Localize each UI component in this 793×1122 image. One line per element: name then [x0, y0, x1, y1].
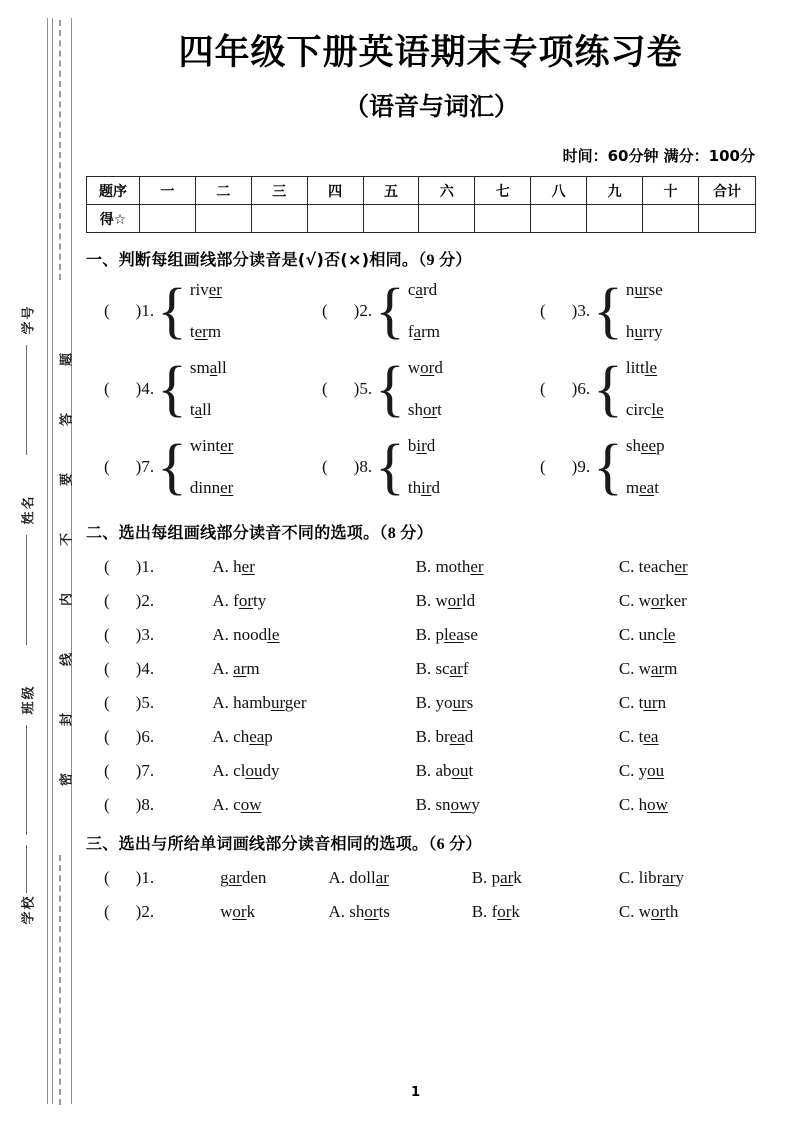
brace-word-pair: [626, 279, 663, 343]
section-2-option-b[interactable]: [416, 625, 619, 645]
word-top: bird: [407, 436, 436, 456]
seal-word-6: 答: [59, 413, 75, 427]
word-bottom: term: [189, 322, 222, 342]
word-bottom: meat: [625, 478, 659, 498]
word-top: small: [189, 358, 227, 378]
section-2-option-b[interactable]: [416, 727, 619, 747]
section-2-q2-answer-blank[interactable]: ( )2.: [104, 591, 155, 611]
seal-dashed-line-bottom: [59, 855, 63, 1105]
option-word: please: [435, 625, 478, 645]
option-tag: C.: [618, 761, 639, 781]
section-2-question-row: [78, 727, 793, 747]
seal-dashed-line-top: [59, 20, 63, 280]
field-line-school: [26, 845, 27, 893]
section-2-option-a[interactable]: [212, 625, 415, 645]
option-word: worker: [638, 591, 687, 611]
section-2-q3-answer-blank[interactable]: ( )3.: [104, 625, 155, 645]
section-1-points: （9 分）: [418, 252, 472, 270]
score-cell-9[interactable]: [587, 205, 643, 233]
section-2-question-row: [78, 693, 793, 713]
option-word: snowy: [435, 795, 480, 815]
score-table-header-row: [87, 177, 756, 205]
section-2-option-b[interactable]: [416, 693, 619, 713]
section-3-q2-answer-blank[interactable]: ( )2.: [104, 902, 155, 922]
section-2-q1-answer-blank[interactable]: ( )1.: [104, 557, 155, 577]
section-3-heading: [86, 831, 793, 854]
option-tag: C.: [618, 591, 639, 611]
score-table-col-4: 四: [307, 177, 363, 205]
section-1-q6-answer-blank[interactable]: ( )6.: [540, 379, 591, 399]
section-1-item: [104, 352, 322, 426]
score-table-col-6: 六: [419, 177, 475, 205]
word-top: word: [407, 358, 443, 378]
score-cell-4[interactable]: [307, 205, 363, 233]
section-2-heading: [86, 520, 793, 543]
option-word: turn: [638, 693, 667, 713]
section-2-points: （8 分）: [379, 525, 433, 543]
brace-word-pair: [408, 357, 443, 421]
given-word: garden: [220, 868, 267, 888]
section-2-q5-answer-blank[interactable]: ( )5.: [104, 693, 155, 713]
section-1-heading: [86, 247, 793, 270]
seal-word-2: 线: [59, 653, 75, 667]
score-table-col-8: 八: [531, 177, 587, 205]
score-cell-2[interactable]: [195, 205, 251, 233]
option-tag: A.: [212, 557, 234, 577]
option-tag: B.: [415, 625, 436, 645]
seal-word-4: 不: [59, 533, 75, 547]
brace-icon: {: [375, 277, 405, 345]
section-3-option-b[interactable]: [472, 902, 619, 922]
word-bottom: short: [407, 400, 442, 420]
score-cell-total[interactable]: [699, 205, 756, 233]
seal-rule-left: [47, 18, 48, 1104]
exam-sheet: [78, 0, 793, 1122]
option-tag: B.: [415, 693, 436, 713]
option-tag: A.: [212, 761, 234, 781]
section-2-question-row: [78, 625, 793, 645]
score-table-col-5: 五: [363, 177, 419, 205]
section-2-option-c[interactable]: [619, 693, 793, 713]
option-word: you: [638, 761, 665, 781]
option-tag: B.: [415, 761, 436, 781]
brace-icon: {: [157, 355, 187, 423]
seal-binding-strip: [0, 0, 78, 1122]
section-3-question-row: [78, 868, 793, 888]
score-table-col-2: 二: [195, 177, 251, 205]
section-1-item: [104, 430, 322, 504]
section-2-option-a[interactable]: [212, 761, 415, 781]
option-word: noodle: [233, 625, 280, 645]
section-3-points: （6 分）: [428, 836, 482, 854]
option-word: cheap: [233, 727, 273, 747]
option-word: forty: [233, 591, 267, 611]
section-1-row: [78, 430, 793, 504]
option-tag: A.: [212, 659, 234, 679]
option-tag: A.: [212, 693, 234, 713]
section-2-question-row: [78, 795, 793, 815]
section-3-option-a[interactable]: [329, 902, 472, 922]
section-2-option-b[interactable]: [416, 659, 619, 679]
section-3-q1-answer-blank[interactable]: ( )1.: [104, 868, 155, 888]
score-cell-3[interactable]: [251, 205, 307, 233]
option-word: hamburger: [233, 693, 307, 713]
brace-word-pair: [408, 279, 440, 343]
section-2-q7-answer-blank[interactable]: ( )7.: [104, 761, 155, 781]
section-2-option-c[interactable]: [619, 659, 793, 679]
section-1-q5-answer-blank[interactable]: ( )5.: [322, 379, 373, 399]
option-tag: B.: [415, 659, 436, 679]
word-bottom: circle: [625, 400, 664, 420]
section-2-option-c[interactable]: [619, 727, 793, 747]
option-tag: B.: [471, 868, 492, 888]
word-bottom: farm: [407, 322, 440, 342]
seal-rule-mid: [52, 18, 53, 1104]
section-3-option-b[interactable]: [472, 868, 619, 888]
field-line-name: [26, 535, 27, 645]
title-block: [78, 0, 793, 166]
word-top: little: [625, 358, 658, 378]
seal-word-3: 内: [59, 593, 75, 607]
option-word: fork: [491, 902, 520, 922]
section-2-option-b[interactable]: [416, 557, 619, 577]
section-1-row: [78, 352, 793, 426]
section-1-q3-answer-blank[interactable]: ( )3.: [540, 301, 591, 321]
score-cell-5[interactable]: [363, 205, 419, 233]
option-tag: B.: [415, 591, 436, 611]
word-bottom: dinner: [189, 478, 234, 498]
word-top: winter: [189, 436, 234, 456]
section-3-option-c[interactable]: [619, 902, 793, 922]
word-top: river: [189, 280, 222, 300]
option-word: cloudy: [233, 761, 280, 781]
option-tag: B.: [471, 902, 492, 922]
brace-word-pair: [190, 435, 233, 499]
section-3-question-row: [78, 902, 793, 922]
section-2-option-c[interactable]: [619, 761, 793, 781]
section-2-option-b[interactable]: [416, 591, 619, 611]
section-2-option-a[interactable]: [212, 693, 415, 713]
brace-word-pair: [626, 435, 665, 499]
page-subtitle: （语音与词汇）: [343, 92, 519, 122]
word-bottom: tall: [189, 400, 212, 420]
option-word: park: [491, 868, 522, 888]
brace-word-pair: [190, 357, 227, 421]
option-tag: C.: [618, 659, 639, 679]
brace-icon: {: [593, 355, 623, 423]
option-word: scarf: [435, 659, 469, 679]
option-word: arm: [233, 659, 260, 679]
option-tag: A.: [212, 795, 234, 815]
section-2-option-a[interactable]: [212, 795, 415, 815]
option-tag: B.: [415, 795, 436, 815]
brace-icon: {: [375, 355, 405, 423]
option-word: teacher: [638, 557, 688, 577]
brace-word-pair: [626, 357, 664, 421]
score-cell-8[interactable]: [531, 205, 587, 233]
score-table-col-1: 一: [140, 177, 196, 205]
section-3-given-word: [220, 868, 328, 888]
option-tag: C.: [618, 727, 639, 747]
exam-meta-info: 时间：60分钟 满分：100分: [562, 147, 755, 166]
section-3-option-a[interactable]: [329, 868, 472, 888]
section-3-body: [78, 868, 793, 922]
section-2-question-row: [78, 557, 793, 577]
seal-rule-right: [71, 18, 72, 1104]
section-2-option-b[interactable]: [416, 761, 619, 781]
brace-icon: {: [157, 277, 187, 345]
section-2-option-a[interactable]: [212, 591, 415, 611]
section-1-item: [104, 274, 322, 348]
score-cell-1[interactable]: [140, 205, 196, 233]
field-line-class: [26, 725, 27, 835]
section-2-option-b[interactable]: [416, 795, 619, 815]
section-1-item: [540, 352, 758, 426]
option-word: about: [435, 761, 474, 781]
score-cell-7[interactable]: [475, 205, 531, 233]
section-1-q9-answer-blank[interactable]: ( )9.: [540, 457, 591, 477]
option-word: yours: [435, 693, 474, 713]
given-word: work: [220, 902, 256, 922]
score-table: [86, 176, 756, 233]
section-1-q1-answer-blank[interactable]: ( )1.: [104, 301, 155, 321]
option-tag: C.: [618, 693, 639, 713]
option-tag: A.: [328, 868, 350, 888]
score-table-col-7: 七: [475, 177, 531, 205]
section-2-heading-text: 二、选出每组画线部分读音不同的选项。: [86, 523, 380, 543]
option-word: library: [638, 868, 684, 888]
seal-word-7: 题: [59, 353, 75, 367]
section-2-option-c[interactable]: [619, 795, 793, 815]
brace-icon: {: [157, 433, 187, 501]
option-tag: A.: [212, 591, 234, 611]
section-1-item: [540, 430, 758, 504]
section-2-question-row: [78, 591, 793, 611]
field-line-student-id: [26, 345, 27, 455]
option-word: her: [233, 557, 255, 577]
section-1-q2-answer-blank[interactable]: ( )2.: [322, 301, 373, 321]
section-1-body: [78, 274, 793, 504]
score-table-row-label-1: 题序: [87, 177, 140, 205]
brace-word-pair: [190, 279, 222, 343]
seal-word-5: 要: [59, 473, 75, 487]
option-word: world: [435, 591, 476, 611]
section-2-option-c[interactable]: [619, 591, 793, 611]
section-2-question-row: [78, 761, 793, 781]
word-top: nurse: [625, 280, 663, 300]
section-2-q8-answer-blank[interactable]: ( )8.: [104, 795, 155, 815]
word-top: sheep: [625, 436, 665, 456]
section-2-q6-answer-blank[interactable]: ( )6.: [104, 727, 155, 747]
section-1-item: [322, 274, 540, 348]
option-tag: C.: [618, 868, 639, 888]
field-label-name: 姓名: [21, 494, 37, 525]
option-word: cow: [233, 795, 262, 815]
option-word: how: [638, 795, 668, 815]
option-word: tea: [638, 727, 659, 747]
option-tag: C.: [618, 902, 639, 922]
field-label-class: 班级: [21, 684, 37, 715]
field-label-school: 学校: [21, 894, 37, 925]
option-tag: B.: [415, 557, 436, 577]
section-2-option-a[interactable]: [212, 727, 415, 747]
section-3-given-word: [220, 902, 328, 922]
option-tag: C.: [618, 625, 639, 645]
section-2-question-row: [78, 659, 793, 679]
option-tag: A.: [212, 727, 234, 747]
section-2-q4-answer-blank[interactable]: ( )4.: [104, 659, 155, 679]
page-title: 四年级下册英语期末专项练习卷: [178, 33, 683, 73]
option-word: worth: [638, 902, 679, 922]
score-table-col-9: 九: [587, 177, 643, 205]
option-word: dollar: [349, 868, 389, 888]
section-1-heading-text: 一、判断每组画线部分读音是(√)否(×)相同。: [86, 250, 419, 270]
option-word: mother: [435, 557, 484, 577]
section-1-item: [322, 430, 540, 504]
section-1-q7-answer-blank[interactable]: ( )7.: [104, 457, 155, 477]
page-number: 1: [410, 1085, 421, 1100]
option-tag: C.: [618, 557, 639, 577]
seal-word-0: 密: [59, 773, 75, 787]
word-bottom: third: [407, 478, 440, 498]
score-table-total-label: 合计: [699, 177, 756, 205]
section-1-row: [78, 274, 793, 348]
option-tag: A.: [212, 625, 234, 645]
section-2-option-a[interactable]: [212, 557, 415, 577]
score-cell-6[interactable]: [419, 205, 475, 233]
word-bottom: hurry: [625, 322, 663, 342]
option-tag: C.: [618, 795, 639, 815]
brace-icon: {: [375, 433, 405, 501]
option-word: uncle: [638, 625, 676, 645]
option-word: bread: [435, 727, 474, 747]
score-table-col-10: 十: [643, 177, 699, 205]
section-1-q8-answer-blank[interactable]: ( )8.: [322, 457, 373, 477]
score-table-col-3: 三: [251, 177, 307, 205]
option-tag: A.: [328, 902, 350, 922]
section-3-heading-text: 三、选出与所给单词画线部分读音相同的选项。: [86, 834, 429, 854]
score-table-score-row: [87, 205, 756, 233]
score-cell-10[interactable]: [643, 205, 699, 233]
option-word: warm: [638, 659, 678, 679]
brace-word-pair: [408, 435, 440, 499]
section-1-item: [540, 274, 758, 348]
section-2-option-c[interactable]: [619, 557, 793, 577]
section-3-option-c[interactable]: [619, 868, 793, 888]
word-top: card: [407, 280, 438, 300]
brace-icon: {: [593, 433, 623, 501]
section-2-body: [78, 557, 793, 815]
option-word: shorts: [349, 902, 390, 922]
field-label-student-id: 学号: [21, 304, 37, 335]
section-2-option-c[interactable]: [619, 625, 793, 645]
section-1-q4-answer-blank[interactable]: ( )4.: [104, 379, 155, 399]
brace-icon: {: [593, 277, 623, 345]
score-table-row-label-2: 得☆: [87, 205, 140, 233]
option-tag: B.: [415, 727, 436, 747]
seal-word-1: 封: [59, 713, 75, 727]
section-1-item: [322, 352, 540, 426]
section-2-option-a[interactable]: [212, 659, 415, 679]
